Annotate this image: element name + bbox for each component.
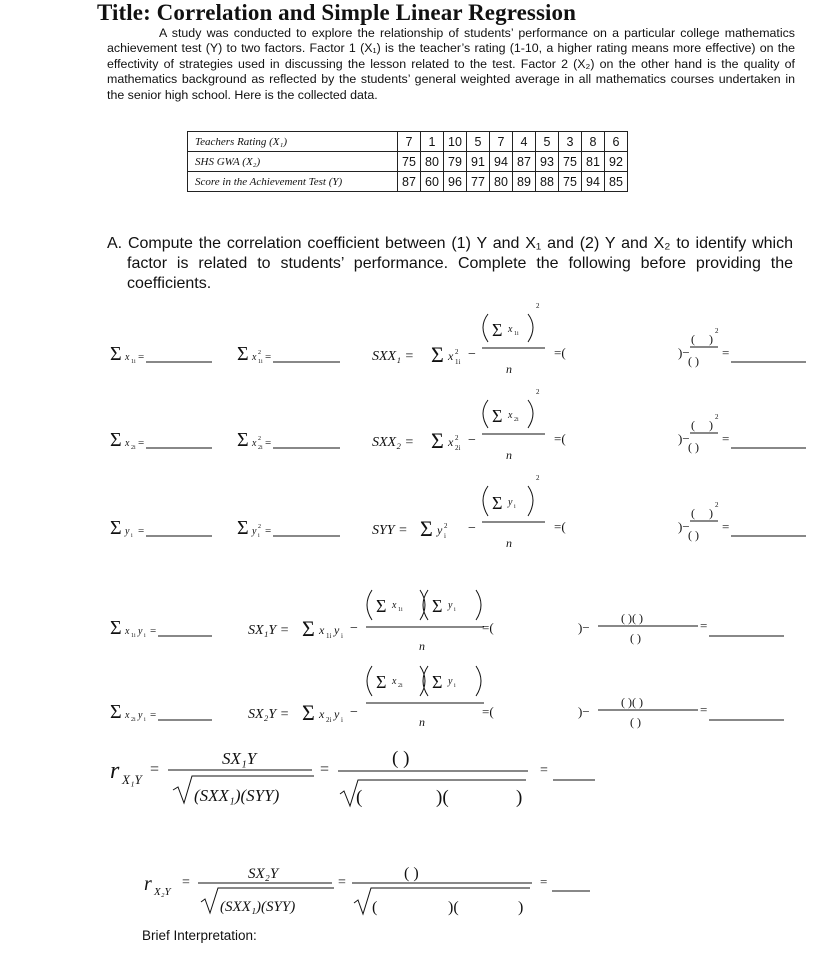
svg-text:x: x [125,438,130,449]
svg-text:2: 2 [258,436,261,442]
table-cell: 6 [605,132,628,152]
svg-text:(SXX₁)(SYY): (SXX₁)(SYY) [194,786,280,805]
svg-text:( ): ( ) [404,865,419,882]
svg-text:2: 2 [715,327,719,335]
svg-text:x: x [319,707,325,721]
row-sum-x1y [110,617,212,639]
svg-text:1i: 1i [455,358,461,366]
svg-text:2i: 2i [398,683,403,689]
svg-text:n: n [419,715,425,729]
svg-text:=: = [320,761,330,778]
r-x2y-formula [144,865,590,916]
svg-text:1i: 1i [326,632,332,640]
svg-text:): ) [709,506,713,520]
svg-text:=(: =( [554,431,566,446]
svg-text:=: = [540,763,548,778]
svg-text:=: = [540,874,548,889]
svg-text:1i: 1i [258,359,263,365]
table-cell: 79 [444,152,467,172]
svg-text:Σ: Σ [492,406,503,426]
svg-text:i: i [454,683,456,689]
svg-text:(: ( [372,899,378,916]
syy-formula [372,474,806,550]
row-sum-x1 [110,343,212,365]
table-cell: 10 [444,132,467,152]
svg-text:x: x [508,410,513,421]
table-cell: 75 [398,152,421,172]
svg-text:Σ: Σ [376,672,387,692]
sxx2-label: SXX₂ = [372,435,414,450]
svg-text:y: y [334,623,340,637]
svg-text:)−: )− [578,620,590,635]
table-cell: 77 [467,172,490,192]
table-cell: 88 [536,172,559,192]
formula-worksheet [0,290,828,920]
svg-text:n: n [506,536,512,550]
sx1y-formula [248,590,784,653]
svg-text:=(: =( [554,519,566,534]
svg-text:r: r [110,758,120,784]
table-cell: 1 [421,132,444,152]
table-cell: 5 [536,132,559,152]
table-cell: 4 [513,132,536,152]
svg-text:y: y [437,523,443,537]
svg-text:n: n [419,639,425,653]
svg-text:SX₂Y: SX₂Y [248,866,279,882]
table-row [188,172,628,192]
svg-text:x: x [319,623,325,637]
svg-text:)−: )− [678,519,690,534]
svg-text:Σ: Σ [432,672,443,692]
table-cell: 80 [421,152,444,172]
svg-text:2: 2 [536,388,540,396]
svg-text:Σ: Σ [432,596,443,616]
svg-text:=: = [265,437,272,449]
sx1y-label: SX₁Y = [248,623,290,638]
svg-text:Σ: Σ [110,517,122,539]
svg-text:y: y [334,707,340,721]
svg-text:( ): ( ) [688,440,699,454]
svg-text:x: x [125,710,130,721]
table-cell: 87 [398,172,421,192]
svg-text:−: − [468,433,476,448]
svg-text:1i: 1i [514,331,519,337]
table-cell: 60 [421,172,444,192]
svg-text:2: 2 [455,348,459,356]
svg-text:)−: )− [578,704,590,719]
table-cell: 8 [582,132,605,152]
part-a-instructions: A. Compute the correlation coefficient between (1) Y and X₁ and (2) Y and X₂ to identify which factor is related to students’ performance. Complete the following before providing the coefficients. [107,235,793,292]
svg-text:2i: 2i [514,417,519,423]
row-label: Score in the Achievement Test (Y) [188,172,398,192]
table-cell: 92 [605,152,628,172]
svg-text:): ) [709,332,713,346]
svg-text:Σ: Σ [431,428,444,453]
svg-text:−: − [350,705,358,720]
r-x1y-formula [110,748,595,808]
svg-text:i: i [144,633,146,639]
svg-text:=: = [265,525,272,537]
svg-text:=: = [150,761,160,778]
svg-text:Σ: Σ [420,516,433,541]
svg-text:( ): ( ) [688,354,699,368]
svg-text:Σ: Σ [302,700,315,725]
table-row [188,132,628,152]
svg-text:x: x [392,676,397,687]
svg-text:2: 2 [258,350,261,356]
table-cell: 7 [398,132,421,152]
svg-text:i: i [454,607,456,613]
svg-text:i: i [444,532,446,540]
sx2y-formula [248,666,784,729]
svg-text:=: = [722,519,730,534]
sxx1-label: SXX₁ = [372,349,414,364]
svg-text:Σ: Σ [492,320,503,340]
table-cell: 81 [582,152,605,172]
svg-text:)−: )− [678,345,690,360]
svg-text:−: − [468,521,476,536]
svg-text:y: y [508,497,513,508]
svg-text:(: ( [691,506,695,520]
svg-text:=: = [700,702,708,717]
svg-text:x: x [252,352,257,363]
row-sum-x1-squared [237,343,340,365]
svg-text:i: i [144,717,146,723]
svg-text:Σ: Σ [237,343,249,365]
svg-text:( ): ( ) [630,715,641,729]
svg-text:x: x [508,324,513,335]
table-cell: 3 [559,132,582,152]
svg-text:=: = [138,525,145,537]
svg-text:2i: 2i [326,716,332,724]
svg-text:=: = [265,351,272,363]
svg-text:n: n [506,448,512,462]
svg-text:)(: )( [448,899,459,916]
svg-text:(SXX₁)(SYY): (SXX₁)(SYY) [220,899,296,915]
svg-text:2: 2 [536,302,540,310]
table-cell: 91 [467,152,490,172]
svg-text:Σ: Σ [110,617,122,639]
svg-text:i: i [514,504,516,510]
row-label: SHS GWA (X₂) [188,152,398,172]
table-cell: 89 [513,172,536,192]
svg-text:n: n [506,362,512,376]
svg-text:i: i [258,533,260,539]
svg-text:x: x [448,435,454,449]
svg-text:i: i [131,533,133,539]
svg-text:x: x [252,438,257,449]
row-sum-x2y [110,701,212,723]
svg-text:y: y [138,710,143,721]
sxx1-formula [372,302,806,376]
svg-text:1i: 1i [131,359,136,365]
svg-text:Σ: Σ [237,517,249,539]
svg-text:Σ: Σ [431,342,444,367]
svg-text:(: ( [691,418,695,432]
svg-text:2: 2 [444,522,448,530]
svg-text:( ): ( ) [630,631,641,645]
table-row [188,152,628,172]
svg-text:2: 2 [715,413,719,421]
svg-text:)−: )− [678,431,690,446]
sxx2-formula [372,388,806,462]
svg-text:2i: 2i [258,445,263,451]
table-cell: 94 [582,172,605,192]
table-cell: 5 [467,132,490,152]
table-cell: 85 [605,172,628,192]
brief-interpretation-label: Brief Interpretation: [142,928,257,943]
svg-text:x: x [125,352,130,363]
svg-text:y: y [252,526,257,537]
svg-text:x: x [392,600,397,611]
svg-text:( ): ( ) [392,748,410,769]
svg-text:2i: 2i [455,444,461,452]
svg-text:y: y [448,600,453,611]
syy-label: SYY = [372,523,408,538]
svg-text:=(: =( [554,345,566,360]
svg-text:X₂Y: X₂Y [154,886,171,898]
svg-text:=: = [150,625,157,637]
svg-text:2i: 2i [131,717,136,723]
svg-text:i: i [341,632,343,640]
svg-text:−: − [468,347,476,362]
svg-text:X₁Y: X₁Y [122,772,142,787]
svg-text:=: = [138,437,145,449]
svg-text:2: 2 [455,434,459,442]
svg-text:(: ( [691,332,695,346]
table-cell: 96 [444,172,467,192]
svg-text:1i: 1i [398,607,403,613]
row-sum-x2-squared [237,429,340,451]
sx2y-label: SX₂Y = [248,707,290,722]
svg-text:Σ: Σ [492,493,503,513]
svg-text:=: = [182,875,190,890]
svg-text:−: − [350,621,358,636]
svg-text:Σ: Σ [110,701,122,723]
svg-text:( )( ): ( )( ) [621,611,643,625]
svg-text:): ) [518,899,524,916]
svg-text:=: = [700,618,708,633]
svg-text:=: = [722,345,730,360]
svg-text:1i: 1i [131,633,136,639]
svg-text:=: = [338,875,346,890]
svg-text:2: 2 [536,474,540,482]
row-sum-y-squared [237,517,340,539]
table-cell: 7 [490,132,513,152]
svg-text:( ): ( ) [688,528,699,542]
table-cell: 87 [513,152,536,172]
svg-text:Σ: Σ [376,596,387,616]
svg-text:Σ: Σ [110,429,122,451]
svg-text:): ) [516,787,523,808]
row-label: Teachers Rating (X₁) [188,132,398,152]
data-table [187,131,628,192]
svg-text:r: r [144,873,152,895]
svg-text:( )( ): ( )( ) [621,695,643,709]
row-sum-x2 [110,429,212,451]
row-sum-y [110,517,212,539]
page-title: Title: Correlation and Simple Linear Regression [97,0,576,25]
svg-text:2i: 2i [131,445,136,451]
svg-text:=(: =( [482,704,494,719]
svg-text:=: = [150,709,157,721]
svg-text:Σ: Σ [237,429,249,451]
svg-text:SX₁Y: SX₁Y [222,749,257,768]
table-cell: 94 [490,152,513,172]
svg-text:=: = [722,431,730,446]
svg-text:y: y [125,526,130,537]
svg-text:y: y [138,626,143,637]
svg-text:(: ( [356,787,363,808]
table-cell: 80 [490,172,513,192]
svg-text:)(: )( [436,787,449,808]
svg-text:): ) [709,418,713,432]
svg-text:x: x [125,626,130,637]
svg-text:2: 2 [715,501,719,509]
svg-text:x: x [448,349,454,363]
intro-paragraph: A study was conducted to explore the relationship of students’ performance on a particular college mathematics achievement test (Y) to two factors. Factor 1 (X₁) is the teacher’s rating (1-10, a higher rating means more effective) on the effectivity of strategies used in discussing the lesson related to the test. Factor 2 (X₂) on the other hand is the quality of mathematics background as reflected by the students’ general weighted average in all mathematics courses undertaken in the senior high school. Here is the collected data. [107,26,795,102]
table-cell: 75 [559,152,582,172]
table-cell: 75 [559,172,582,192]
svg-text:Σ: Σ [110,343,122,365]
svg-text:=(: =( [482,620,494,635]
svg-text:Σ: Σ [302,616,315,641]
table-cell: 93 [536,152,559,172]
svg-text:=: = [138,351,145,363]
svg-text:y: y [448,676,453,687]
svg-text:2: 2 [258,524,261,530]
svg-text:i: i [341,716,343,724]
